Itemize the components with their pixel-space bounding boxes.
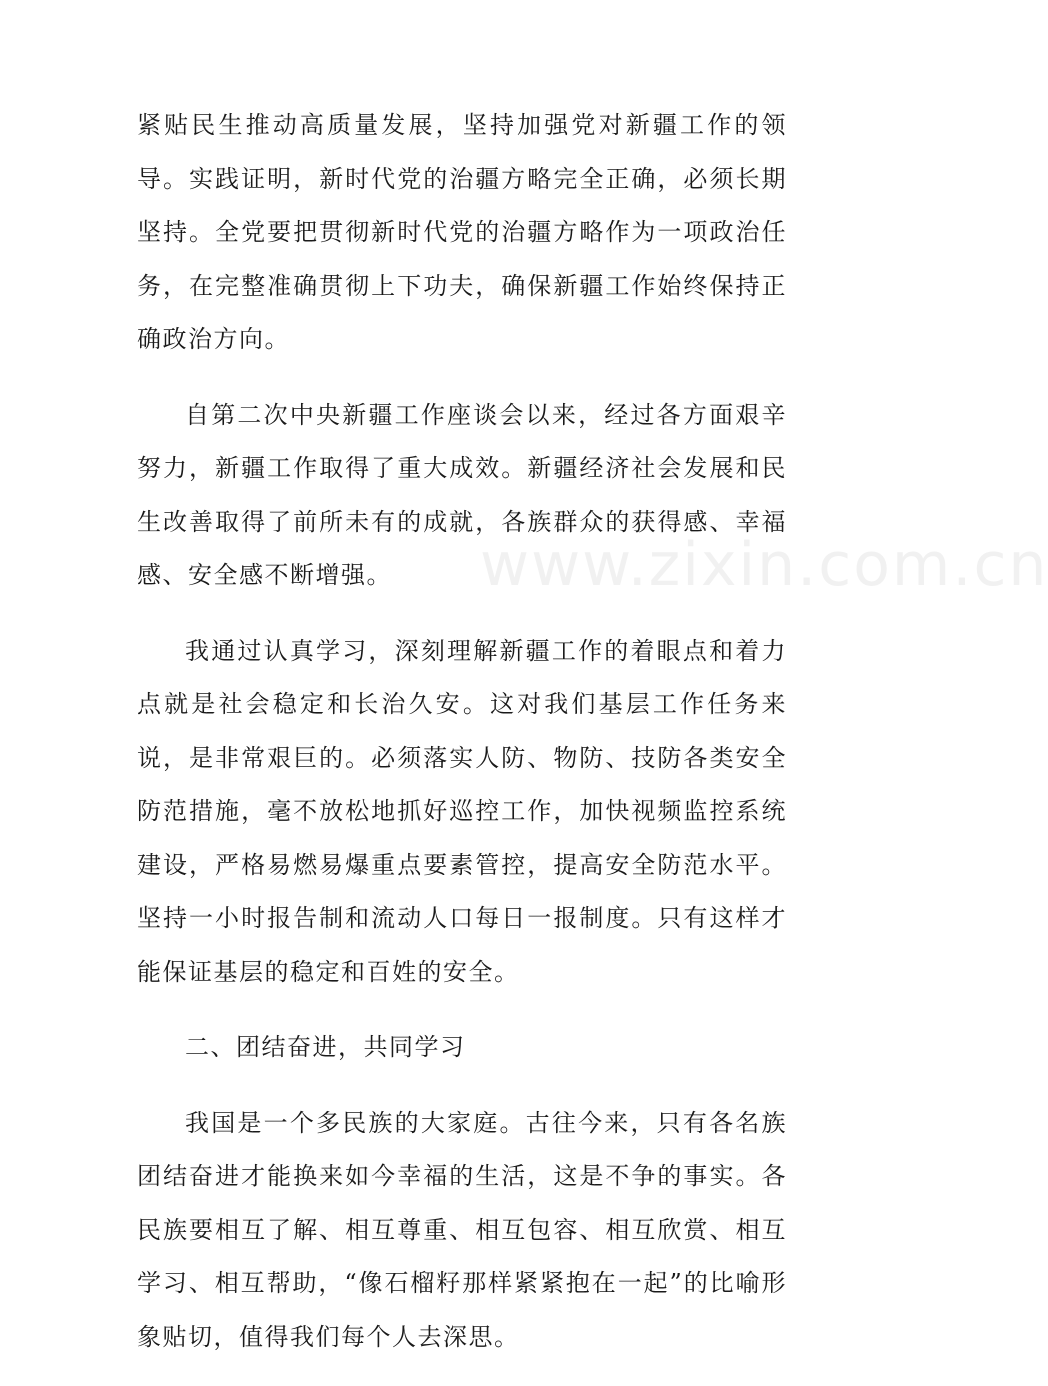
paragraph-2: 自第二次中央新疆工作座谈会以来，经过各方面艰辛努力，新疆工作取得了重大成效。新疆经济社会发展和民生改善取得了前所未有的成就，各族群众的获得感、幸福感、安全感不断增强。 xyxy=(137,400,787,589)
watermark-text: www.zixin.com.cn xyxy=(480,530,1048,600)
section-heading: 二、团结奋进，共同学习 xyxy=(185,1033,466,1061)
paragraph-4: 我国是一个多民族的大家庭。古往今来，只有各名族团结奋进才能换来如今幸福的生活，这是不争的事实。各民族要相互了解、相互尊重、相互包容、相互欣赏、相互学习、相互帮助，“像石榴籽那样紧紧抱在一起”的比喻形象贴切，值得我们每个人去深思。 xyxy=(137,1108,787,1351)
paragraph-3: 我通过认真学习，深刻理解新疆工作的着眼点和着力点就是社会稳定和长治久安。这对我们基层工作任务来说，是非常艰巨的。必须落实人防、物防、技防各类安全防范措施，毫不放松地抓好巡控工作，加快视频监控系统建设，严格易燃易爆重点要素管控，提高安全防范水平。坚持一小时报告制和流动人口每日一报制度。只有这样才能保证基层的稳定和百姓的安全。 xyxy=(137,636,787,986)
paragraph-1: 紧贴民生推动高质量发展，坚持加强党对新疆工作的领导。实践证明，新时代党的治疆方略完全正确，必须长期坚持。全党要把贯彻新时代党的治疆方略作为一项政治任务，在完整准确贯彻上下功夫，确保新疆工作始终保持正确政治方向。 xyxy=(137,111,787,353)
document-body xyxy=(137,99,787,1386)
